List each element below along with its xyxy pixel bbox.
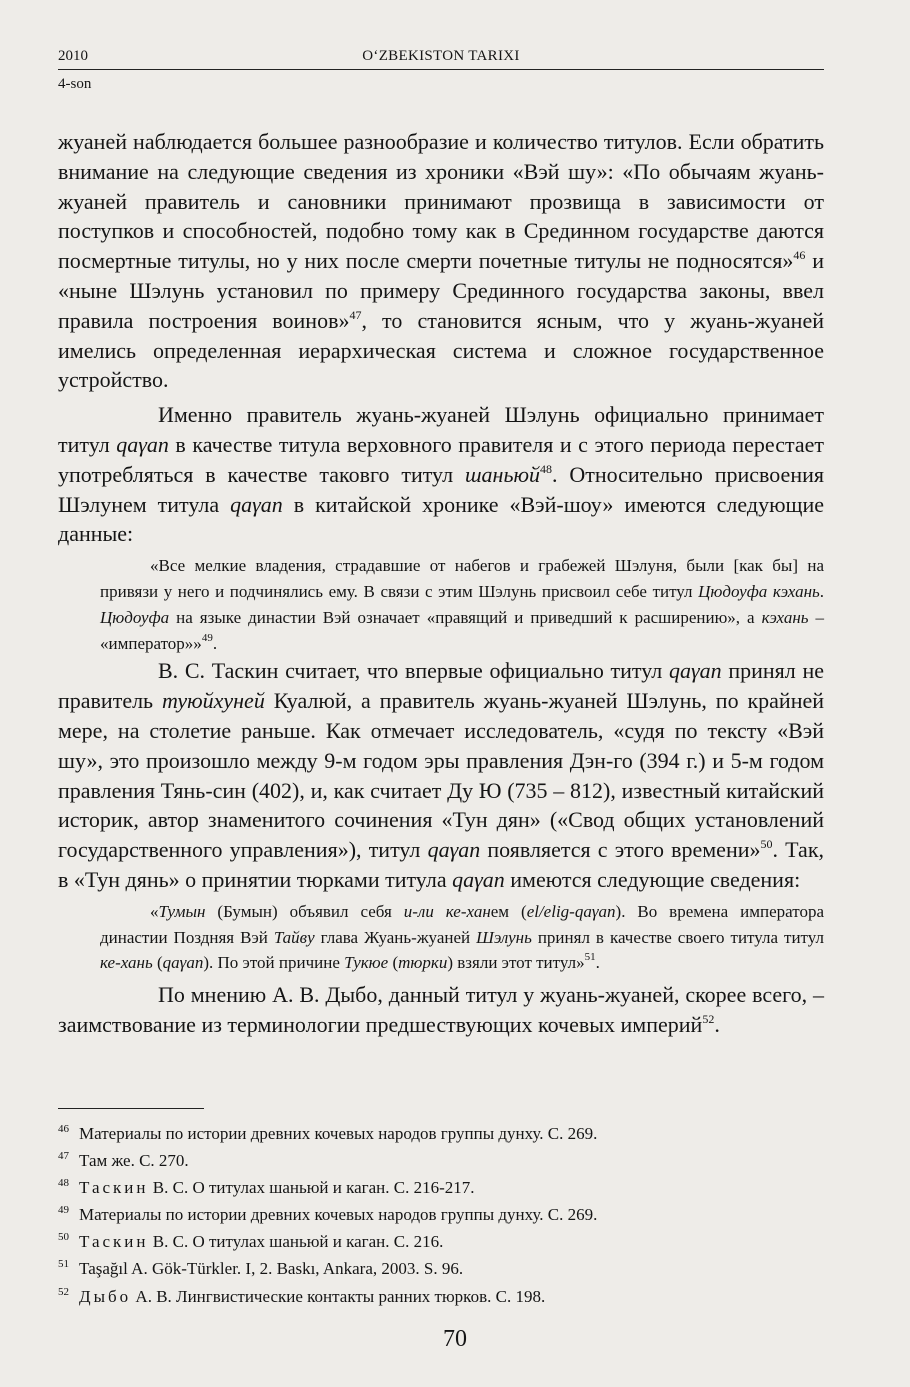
header-year: 2010: [58, 48, 88, 64]
paragraph-3: [58, 656, 824, 894]
footnote-item: [58, 1120, 824, 1147]
footnote-author: Таскин: [79, 1178, 149, 1198]
footnote-ref: 49: [201, 631, 213, 644]
term-italic: Шэлунь: [476, 927, 532, 947]
text-run: ). По этой причине: [203, 953, 345, 973]
footnote-item: [58, 1174, 824, 1201]
footnote-rule: [58, 1108, 204, 1109]
text-run: .: [819, 581, 824, 601]
footnote-ref: 47: [349, 307, 362, 322]
footnote-text: Материалы по истории древних кочевых народов группы дунху. С. 269.: [79, 1205, 598, 1225]
footnote-ref: 46: [793, 248, 806, 263]
text-run: «: [150, 901, 159, 921]
term-italic: Тайву: [273, 927, 315, 947]
footnote-ref: 51: [584, 951, 596, 964]
text-run: (: [388, 953, 399, 973]
text-run: «Все мелкие владения, страдавшие от набегов и грабежей Шэлуня, были [как бы] на привязи у него и подчинялись ему. В связи с этим Шэлунь присвоил себе титул: [100, 556, 824, 601]
journal-title: O‘ZBEKISTON TARIXI: [362, 48, 520, 64]
footnote-author: Дыбо: [79, 1286, 132, 1306]
text-run: ) взяли этот титул»: [447, 953, 585, 973]
footnote-number: 48: [58, 1177, 69, 1190]
term-italic: qaγan: [452, 866, 505, 892]
term-italic: qaγan: [162, 953, 204, 973]
footnote-number: 49: [58, 1204, 69, 1217]
text-run: Куалюй, а правитель жуань-жуаней Шэлунь, по крайней мере, на столетие раньше. Как отмечает исследователь, «судя по тексту «Вэй шу», это произошло между 9-м годом эры правления Дэн-го (394 г.) и 5-м годом правления Тянь-син (402), и, как считает Ду Ю (735 – 812), известный китайский историк, автор знаменитого сочинения «Тун дян» («Свод общих установлений государственного управления»), титул: [58, 688, 825, 863]
text-run: . Так, в «Тун дянь» о принятии тюрками титула: [58, 837, 825, 892]
term-italic: кэхань: [761, 607, 809, 627]
text-run: на языке династии Вэй означает «правящий и приведший к расширению», а: [169, 607, 762, 627]
text-run: В. С. Таскин считает, что впервые официально титул: [158, 658, 669, 684]
main-text: [58, 127, 824, 1040]
footnote-item: [58, 1201, 824, 1228]
block-quote-1: [100, 553, 824, 656]
footnote-ref: 52: [702, 1011, 715, 1026]
footnote-number: 46: [58, 1123, 69, 1135]
term-italic: qaγan: [230, 491, 283, 517]
running-header: [58, 48, 824, 92]
footnote-item: [58, 1228, 824, 1255]
block-quote-2: [100, 899, 824, 976]
footnote-number: 47: [58, 1150, 69, 1163]
footnote-item: [58, 1283, 824, 1310]
text-run: . Относительно присвоения Шэлунем титула: [58, 461, 824, 517]
paragraph-2: [58, 400, 824, 549]
footnote-number: 50: [58, 1231, 69, 1244]
paragraph-4: [58, 980, 824, 1040]
term-italic: el/elig-qaγan: [526, 901, 616, 921]
text-run: , то становится ясным, что у жуань-жуаней имелись определенная иерархическая система и сложное государственное устройство.: [58, 307, 824, 393]
text-run: Именно правитель жуань-жуаней Шэлунь официально принимает титул: [58, 402, 824, 457]
text-run: .: [595, 953, 600, 973]
paragraph-1: [58, 127, 824, 395]
term-italic: Цюдоуфа: [100, 607, 170, 627]
footnote-ref: 48: [539, 461, 552, 476]
page-number: 70: [443, 1326, 467, 1352]
text-run: глава Жуань-жуаней: [314, 927, 477, 947]
footnote-text: А. В. Лингвистические контакты ранних тюрков. С. 198.: [131, 1286, 546, 1306]
text-run: принял не правитель: [58, 658, 824, 714]
text-run: жуаней наблюдается большее разнообразие и количество титулов. Если обратить внимание на следующие сведения из хроники «Вэй шу»: «По обычаям жуань-жуаней правитель и сановники принимают прозвища в зависимости от поступков и способностей, подобно тому как в Срединном государстве даются посмертные титулы, но у них после смерти почетные титулы не подносятся»: [58, 129, 824, 274]
term-italic: qaγan: [668, 658, 722, 684]
footnote-text: В. С. О титулах шаньюй и каган. С. 216.: [148, 1232, 444, 1252]
footnote-text: Материалы по истории древних кочевых народов группы дунху. С. 269.: [79, 1124, 598, 1143]
term-italic: и-ли ке-хан: [403, 901, 491, 921]
text-run: в китайской хронике «Вэй-шоу» имеются следующие данные:: [58, 491, 824, 547]
term-italic: туюйхуней: [162, 688, 265, 714]
footnote-text: Taşağıl A. Gök-Türkler. I, 2. Baskı, Ankara, 2003. S. 96.: [79, 1259, 464, 1279]
term-italic: Цюдоуфа кэхань: [698, 581, 820, 601]
text-run: (: [152, 953, 163, 973]
term-italic: ке-хань: [100, 953, 153, 973]
term-italic: тюрки: [398, 953, 448, 973]
footnote-number: 52: [58, 1285, 69, 1298]
footnote-number: 51: [58, 1258, 69, 1271]
header-issue: 4-son: [58, 76, 92, 92]
term-italic: шаньюй: [464, 461, 540, 487]
footnote-author: Таскин: [79, 1232, 149, 1252]
text-run: .: [212, 633, 218, 653]
footnote-item: [58, 1255, 824, 1282]
text-run: (Бумын) объявил себя: [205, 901, 404, 921]
text-run: и «ныне Шэлунь установил по примеру Срединного государства законы, ввел правила построения воинов»: [58, 248, 824, 333]
text-run: в качестве титула верховного правителя и с этого периода перестает употребляться в качестве таковго титул: [58, 431, 824, 487]
footnote-text: В. С. О титулах шаньюй и каган. С. 216-217.: [148, 1178, 475, 1198]
text-run: – «император»»: [100, 607, 824, 653]
text-run: появляется с этого времени»: [480, 837, 761, 863]
footnote-item: [58, 1147, 824, 1174]
text-run: принял в качестве своего титула титул: [531, 927, 824, 947]
term-italic: Тумын: [158, 901, 206, 921]
text-run: ем (: [490, 901, 527, 921]
footnote-text: Там же. С. 270.: [79, 1151, 189, 1171]
text-run: .: [714, 1011, 720, 1037]
text-run: По мнению А. В. Дыбо, данный титул у жуань-жуаней, скорее всего, – заимствование из терминологии предшествующих кочевых империй: [58, 982, 824, 1037]
term-italic: qaγan: [427, 837, 481, 863]
term-italic: qaγan: [116, 431, 169, 457]
text-run: ). Во времена императора династии Поздняя Вэй: [100, 901, 824, 947]
term-italic: Тукюе: [344, 953, 389, 973]
footnote-ref: 50: [760, 837, 773, 852]
text-run: имеются следующие сведения:: [504, 866, 801, 892]
header-rule: [58, 69, 824, 70]
footnotes: [58, 1120, 824, 1310]
